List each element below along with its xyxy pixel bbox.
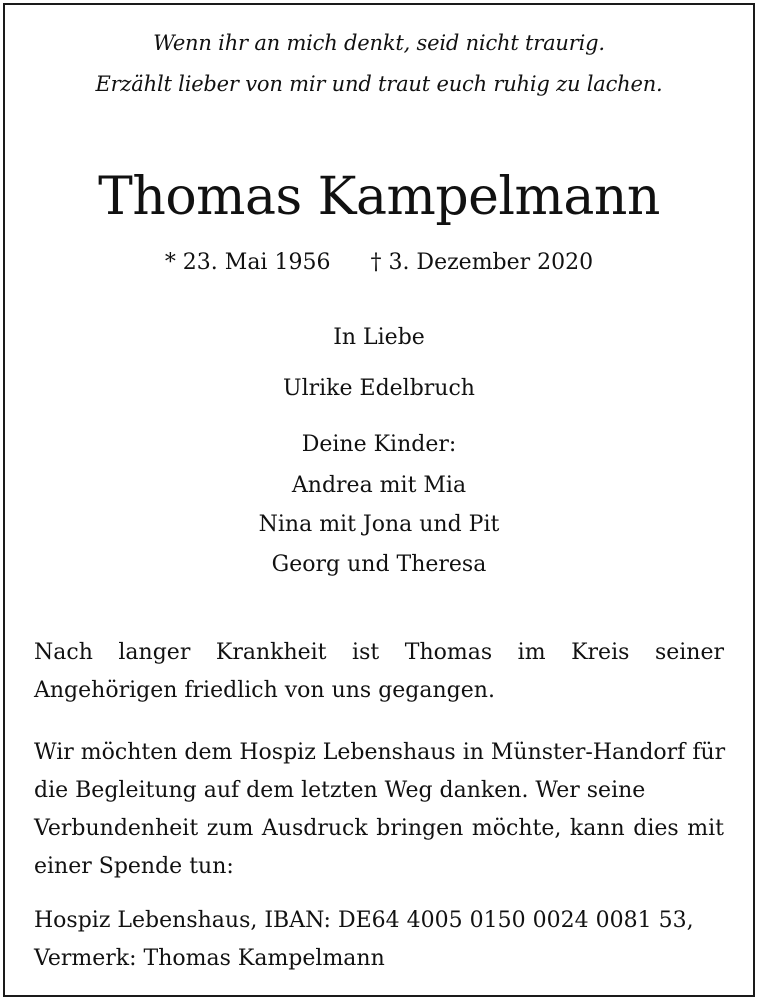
mourners-intro: In Liebe [333, 325, 425, 350]
paragraph-line: Angehörigen friedlich von uns gegangen. [34, 678, 495, 703]
paragraph-line: Wir möchten dem Hospiz Lebenshaus in Münster-Handorf für [34, 740, 726, 765]
paragraph-line: einer Spende tun: [34, 854, 234, 879]
thanks-paragraph [34, 734, 724, 886]
paragraph-line: Nach langer Krankheit ist Thomas im Kreis seiner [34, 640, 724, 665]
deceased-name: Thomas Kampelmann [98, 167, 660, 227]
paragraph-line: die Begleitung auf dem letzten Weg danken. Wer seine [34, 778, 646, 803]
motto-line-2: Erzählt lieber von mir und traut euch ruhig zu lachen. [95, 72, 663, 96]
death-date: † 3. Dezember 2020 [370, 250, 594, 275]
paragraph-line: Verbundenheit zum Ausdruck bringen möchte, kann dies mit [34, 816, 724, 841]
child-line: Andrea mit Mia [291, 473, 467, 498]
motto-line-1: Wenn ihr an mich denkt, seid nicht traurig. [153, 31, 605, 55]
passing-paragraph [34, 634, 724, 710]
birth-date: * 23. Mai 1956 [164, 250, 331, 275]
child-line: Georg und Theresa [271, 552, 487, 577]
children-heading: Deine Kinder: [301, 432, 457, 457]
donation-details: Hospiz Lebenshaus, IBAN: DE64 4005 0150 0024 0081 53, [34, 908, 694, 933]
donation-reference: Vermerk: Thomas Kampelmann [34, 946, 385, 971]
partner-name: Ulrike Edelbruch [283, 376, 475, 401]
child-line: Nina mit Jona und Pit [258, 512, 500, 537]
life-dates [0, 247, 758, 279]
